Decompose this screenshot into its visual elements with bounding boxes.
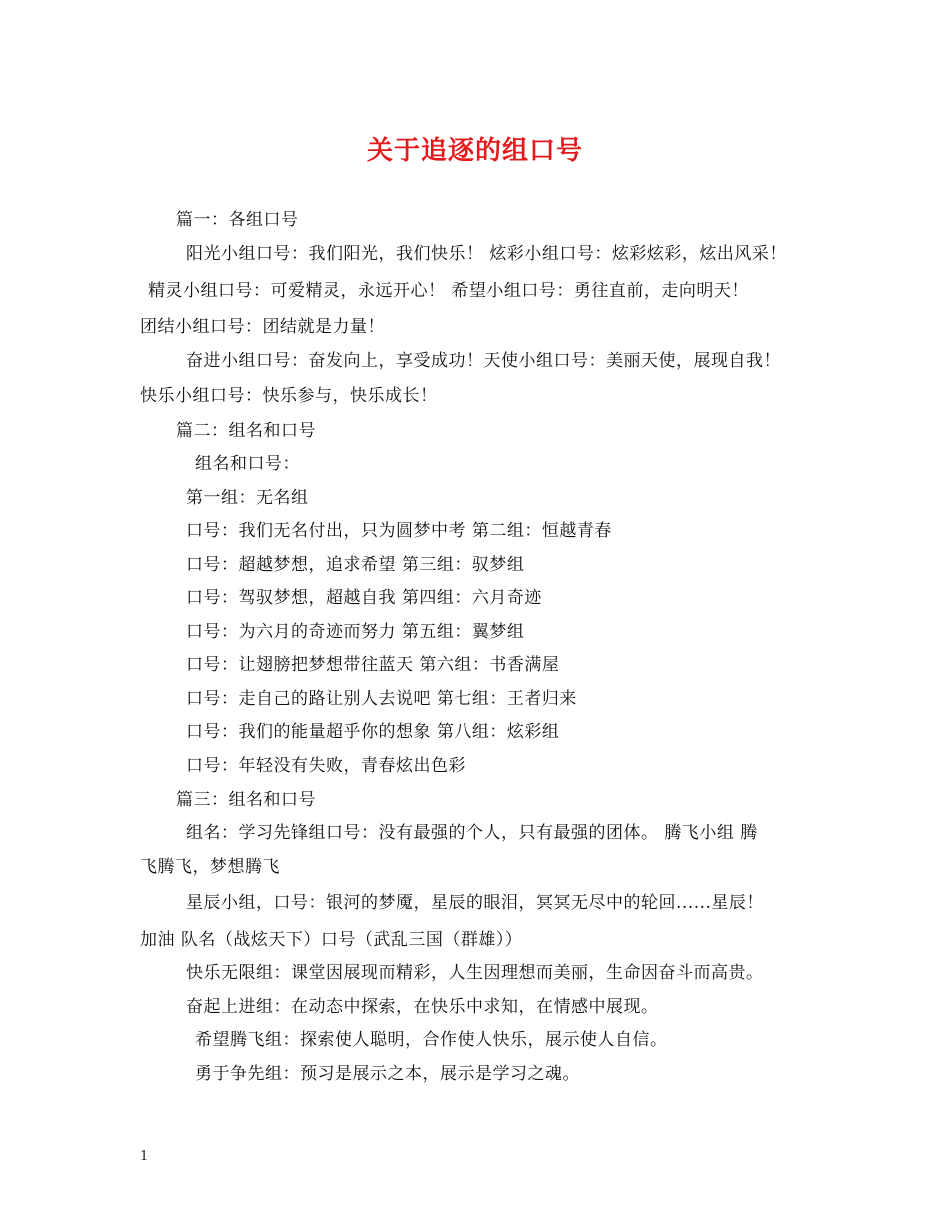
- page-number: 1: [140, 1149, 149, 1164]
- paragraph-line: 口号：让翅膀把梦想带往蓝天 第六组：书香满屋: [186, 655, 560, 675]
- paragraph-line: 口号：年轻没有失败，青春炫出色彩: [186, 756, 466, 776]
- paragraph-line: 口号：我们无名付出，只为圆梦中考 第二组：恒越青春: [186, 521, 612, 541]
- paragraph-line: 快乐无限组：课堂因展现而精彩，人生因理想而美丽，生命因奋斗而高贵。: [186, 963, 764, 983]
- paragraph-line: 快乐小组口号：快乐参与，快乐成长！: [140, 386, 438, 406]
- paragraph-line: 勇于争先组：预习是展示之本，展示是学习之魂。: [195, 1064, 580, 1084]
- paragraph-line: 组名：学习先锋组口号：没有最强的个人，只有最强的团体。 腾飞小组 腾: [186, 823, 758, 843]
- paragraph-line: 加油 队名（战炫天下）口号（武乱三国（群雄））: [140, 930, 523, 950]
- paragraph-line: 希望腾飞组：探索使人聪明，合作使人快乐，展示使人自信。: [195, 1030, 668, 1050]
- paragraph-line: 组名和口号：: [195, 454, 300, 474]
- paragraph-line: 阳光小组口号：我们阳光，我们快乐！ 炫彩小组口号：炫彩炫彩，炫出风采！: [186, 244, 787, 264]
- paragraph-line: 星辰小组，口号：银河的梦魇，星辰的眼泪，冥冥无尽中的轮回......星辰！: [186, 893, 764, 913]
- paragraph-line: 精灵小组口号：可爱精灵，永远开心！ 希望小组口号：勇往直前，走向明天！: [148, 281, 749, 301]
- section-heading-1: 篇一：各组口号: [176, 210, 299, 230]
- paragraph-line: 口号：为六月的奇迹而努力 第五组：翼梦组: [186, 622, 525, 642]
- document-title: 关于追逐的组口号: [366, 136, 583, 166]
- paragraph-line: 口号：我们的能量超乎你的想象 第八组：炫彩组: [186, 722, 560, 742]
- paragraph-line: 口号：走自己的路让别人去说吧 第七组：王者归来: [186, 689, 577, 709]
- section-heading-3: 篇三：组名和口号: [176, 790, 316, 810]
- paragraph-line: 团结小组口号：团结就是力量！: [140, 317, 385, 337]
- paragraph-line: 口号：超越梦想，追求希望 第三组：驭梦组: [186, 555, 525, 575]
- section-heading-2: 篇二：组名和口号: [176, 421, 316, 441]
- paragraph-line: 口号：驾驭梦想，超越自我 第四组：六月奇迹: [186, 588, 542, 608]
- paragraph-line: 奋进小组口号：奋发向上，享受成功！天使小组口号：美丽天使，展现自我！: [186, 351, 781, 371]
- paragraph-line: 第一组：无名组: [186, 488, 309, 508]
- paragraph-line: 奋起上进组：在动态中探索，在快乐中求知，在情感中展现。: [186, 997, 659, 1017]
- paragraph-line: 飞腾飞，梦想腾飞: [140, 857, 280, 877]
